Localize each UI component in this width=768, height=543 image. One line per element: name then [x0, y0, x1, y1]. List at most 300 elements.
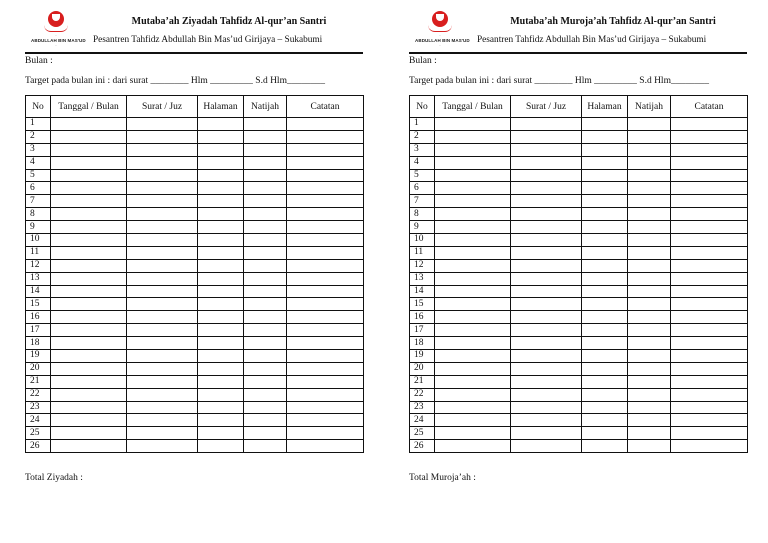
- catatan-cell[interactable]: [287, 440, 364, 453]
- surat-cell[interactable]: [511, 195, 582, 208]
- surat-cell[interactable]: [511, 156, 582, 169]
- natijah-cell[interactable]: [244, 388, 287, 401]
- halaman-cell[interactable]: [582, 182, 628, 195]
- tanggal-cell[interactable]: [51, 414, 127, 427]
- halaman-cell[interactable]: [198, 182, 244, 195]
- table-row: [26, 440, 364, 453]
- halaman-cell[interactable]: [582, 195, 628, 208]
- surat-cell[interactable]: [511, 324, 582, 337]
- tanggal-cell[interactable]: [51, 118, 127, 131]
- table-row: [26, 362, 364, 375]
- natijah-cell[interactable]: [244, 324, 287, 337]
- tanggal-cell[interactable]: [51, 401, 127, 414]
- tanggal-cell[interactable]: [435, 324, 511, 337]
- catatan-cell[interactable]: [671, 427, 748, 440]
- natijah-cell[interactable]: [628, 337, 671, 350]
- row-number: 16: [26, 311, 51, 324]
- column-header-surat: Surat / Juz: [127, 96, 198, 118]
- surat-cell[interactable]: [511, 285, 582, 298]
- halaman-cell[interactable]: [582, 427, 628, 440]
- surat-cell[interactable]: [511, 311, 582, 324]
- tanggal-cell[interactable]: [435, 388, 511, 401]
- tanggal-cell[interactable]: [51, 182, 127, 195]
- tanggal-cell[interactable]: [435, 182, 511, 195]
- natijah-cell[interactable]: [244, 298, 287, 311]
- form-title: Mutaba’ah Ziyadah Tahfidz Al-qur’an Santri: [131, 16, 327, 27]
- halaman-cell[interactable]: [198, 337, 244, 350]
- table-row: [26, 337, 364, 350]
- catatan-cell[interactable]: [287, 388, 364, 401]
- catatan-cell[interactable]: [287, 234, 364, 247]
- catatan-cell[interactable]: [287, 259, 364, 272]
- row-number: 20: [410, 362, 435, 375]
- catatan-cell[interactable]: [671, 246, 748, 259]
- table-row: [26, 234, 364, 247]
- tanggal-cell[interactable]: [51, 234, 127, 247]
- halaman-cell[interactable]: [582, 221, 628, 234]
- table-row: [26, 401, 364, 414]
- catatan-cell[interactable]: [671, 169, 748, 182]
- natijah-cell[interactable]: [244, 156, 287, 169]
- table-row: [410, 298, 748, 311]
- halaman-cell[interactable]: [582, 350, 628, 363]
- natijah-cell[interactable]: [628, 285, 671, 298]
- catatan-cell[interactable]: [671, 362, 748, 375]
- natijah-cell[interactable]: [244, 427, 287, 440]
- surat-cell[interactable]: [127, 401, 198, 414]
- halaman-cell[interactable]: [198, 234, 244, 247]
- tanggal-cell[interactable]: [51, 388, 127, 401]
- bulan-field-label: Bulan :: [25, 56, 53, 66]
- tanggal-cell[interactable]: [435, 362, 511, 375]
- natijah-cell[interactable]: [244, 311, 287, 324]
- tanggal-cell[interactable]: [435, 208, 511, 221]
- surat-cell[interactable]: [511, 350, 582, 363]
- row-number: 25: [410, 427, 435, 440]
- surat-cell[interactable]: [511, 298, 582, 311]
- row-number: 15: [26, 298, 51, 311]
- halaman-cell[interactable]: [582, 259, 628, 272]
- natijah-cell[interactable]: [628, 169, 671, 182]
- surat-cell[interactable]: [127, 208, 198, 221]
- halaman-cell[interactable]: [582, 324, 628, 337]
- catatan-cell[interactable]: [671, 375, 748, 388]
- natijah-cell[interactable]: [628, 221, 671, 234]
- tanggal-cell[interactable]: [435, 221, 511, 234]
- halaman-cell[interactable]: [198, 118, 244, 131]
- tanggal-cell[interactable]: [435, 246, 511, 259]
- table-row: [26, 118, 364, 131]
- surat-cell[interactable]: [127, 298, 198, 311]
- surat-cell[interactable]: [511, 208, 582, 221]
- natijah-cell[interactable]: [628, 362, 671, 375]
- halaman-cell[interactable]: [198, 195, 244, 208]
- row-number: 8: [26, 208, 51, 221]
- natijah-cell[interactable]: [628, 156, 671, 169]
- halaman-cell[interactable]: [582, 169, 628, 182]
- tanggal-cell[interactable]: [435, 440, 511, 453]
- tanggal-cell[interactable]: [51, 195, 127, 208]
- natijah-cell[interactable]: [628, 440, 671, 453]
- surat-cell[interactable]: [127, 130, 198, 143]
- catatan-cell[interactable]: [287, 182, 364, 195]
- halaman-cell[interactable]: [582, 375, 628, 388]
- catatan-cell[interactable]: [671, 298, 748, 311]
- table-row: [410, 169, 748, 182]
- tanggal-cell[interactable]: [51, 208, 127, 221]
- halaman-cell[interactable]: [198, 246, 244, 259]
- catatan-cell[interactable]: [287, 195, 364, 208]
- surat-cell[interactable]: [127, 143, 198, 156]
- catatan-cell[interactable]: [671, 143, 748, 156]
- natijah-cell[interactable]: [628, 143, 671, 156]
- tanggal-cell[interactable]: [51, 362, 127, 375]
- halaman-cell[interactable]: [582, 143, 628, 156]
- natijah-cell[interactable]: [628, 298, 671, 311]
- surat-cell[interactable]: [511, 143, 582, 156]
- surat-cell[interactable]: [127, 156, 198, 169]
- target-line: Target pada bulan ini : dari surat ________ Hlm _________ S.d Hlm________: [25, 76, 325, 86]
- surat-cell[interactable]: [511, 259, 582, 272]
- pesantren-logo: [31, 11, 86, 51]
- tanggal-cell[interactable]: [51, 298, 127, 311]
- tanggal-cell[interactable]: [51, 311, 127, 324]
- catatan-cell[interactable]: [671, 259, 748, 272]
- natijah-cell[interactable]: [628, 350, 671, 363]
- surat-cell[interactable]: [511, 118, 582, 131]
- surat-cell[interactable]: [511, 375, 582, 388]
- catatan-cell[interactable]: [671, 195, 748, 208]
- natijah-cell[interactable]: [244, 375, 287, 388]
- surat-cell[interactable]: [127, 182, 198, 195]
- natijah-cell[interactable]: [628, 234, 671, 247]
- tanggal-cell[interactable]: [435, 169, 511, 182]
- catatan-cell[interactable]: [287, 272, 364, 285]
- catatan-cell[interactable]: [671, 350, 748, 363]
- tanggal-cell[interactable]: [435, 130, 511, 143]
- surat-cell[interactable]: [511, 427, 582, 440]
- catatan-cell[interactable]: [287, 427, 364, 440]
- natijah-cell[interactable]: [628, 414, 671, 427]
- natijah-cell[interactable]: [628, 311, 671, 324]
- surat-cell[interactable]: [127, 362, 198, 375]
- catatan-cell[interactable]: [287, 143, 364, 156]
- halaman-cell[interactable]: [198, 143, 244, 156]
- tanggal-cell[interactable]: [435, 156, 511, 169]
- catatan-cell[interactable]: [287, 156, 364, 169]
- catatan-cell[interactable]: [671, 337, 748, 350]
- column-header-surat: Surat / Juz: [511, 96, 582, 118]
- natijah-cell[interactable]: [628, 388, 671, 401]
- tanggal-cell[interactable]: [51, 324, 127, 337]
- tanggal-cell[interactable]: [435, 401, 511, 414]
- natijah-cell[interactable]: [244, 246, 287, 259]
- header-divider: [25, 52, 363, 54]
- catatan-cell[interactable]: [671, 324, 748, 337]
- catatan-cell[interactable]: [287, 350, 364, 363]
- target-line: Target pada bulan ini : dari surat ________ Hlm _________ S.d Hlm________: [409, 76, 709, 86]
- catatan-cell[interactable]: [287, 298, 364, 311]
- surat-cell[interactable]: [127, 246, 198, 259]
- natijah-cell[interactable]: [244, 401, 287, 414]
- table-row: [410, 156, 748, 169]
- tanggal-cell[interactable]: [51, 221, 127, 234]
- halaman-cell[interactable]: [198, 208, 244, 221]
- catatan-cell[interactable]: [287, 169, 364, 182]
- natijah-cell[interactable]: [628, 130, 671, 143]
- tanggal-cell[interactable]: [51, 130, 127, 143]
- halaman-cell[interactable]: [582, 362, 628, 375]
- halaman-cell[interactable]: [582, 156, 628, 169]
- surat-cell[interactable]: [511, 246, 582, 259]
- halaman-cell[interactable]: [198, 298, 244, 311]
- surat-cell[interactable]: [127, 234, 198, 247]
- natijah-cell[interactable]: [628, 118, 671, 131]
- tanggal-cell[interactable]: [435, 234, 511, 247]
- catatan-cell[interactable]: [671, 182, 748, 195]
- halaman-cell[interactable]: [198, 285, 244, 298]
- tanggal-cell[interactable]: [435, 427, 511, 440]
- table-row: [26, 169, 364, 182]
- tanggal-cell[interactable]: [435, 350, 511, 363]
- halaman-cell[interactable]: [198, 388, 244, 401]
- tanggal-cell[interactable]: [51, 440, 127, 453]
- catatan-cell[interactable]: [671, 401, 748, 414]
- natijah-cell[interactable]: [244, 414, 287, 427]
- natijah-cell[interactable]: [628, 427, 671, 440]
- halaman-cell[interactable]: [582, 246, 628, 259]
- surat-cell[interactable]: [511, 440, 582, 453]
- catatan-cell[interactable]: [287, 375, 364, 388]
- catatan-cell[interactable]: [287, 311, 364, 324]
- halaman-cell[interactable]: [198, 311, 244, 324]
- catatan-cell[interactable]: [287, 118, 364, 131]
- catatan-cell[interactable]: [671, 118, 748, 131]
- column-header-no: No: [26, 96, 51, 118]
- logo-bottom-text: ...: [438, 44, 442, 47]
- tanggal-cell[interactable]: [435, 298, 511, 311]
- row-number: 17: [410, 324, 435, 337]
- table-row: [26, 272, 364, 285]
- surat-cell[interactable]: [511, 169, 582, 182]
- row-number: 6: [410, 182, 435, 195]
- surat-cell[interactable]: [511, 401, 582, 414]
- tanggal-cell[interactable]: [435, 285, 511, 298]
- tanggal-cell[interactable]: [435, 311, 511, 324]
- catatan-cell[interactable]: [671, 156, 748, 169]
- halaman-cell[interactable]: [582, 414, 628, 427]
- surat-cell[interactable]: [127, 440, 198, 453]
- halaman-cell[interactable]: [582, 272, 628, 285]
- surat-cell[interactable]: [511, 414, 582, 427]
- halaman-cell[interactable]: [198, 156, 244, 169]
- catatan-cell[interactable]: [287, 246, 364, 259]
- table-row: [410, 324, 748, 337]
- surat-cell[interactable]: [511, 337, 582, 350]
- tanggal-cell[interactable]: [435, 272, 511, 285]
- natijah-cell[interactable]: [628, 195, 671, 208]
- natijah-cell[interactable]: [628, 182, 671, 195]
- catatan-cell[interactable]: [287, 285, 364, 298]
- halaman-cell[interactable]: [582, 118, 628, 131]
- catatan-cell[interactable]: [671, 388, 748, 401]
- natijah-cell[interactable]: [628, 401, 671, 414]
- natijah-cell[interactable]: [244, 169, 287, 182]
- catatan-cell[interactable]: [671, 440, 748, 453]
- catatan-cell[interactable]: [671, 311, 748, 324]
- surat-cell[interactable]: [127, 337, 198, 350]
- catatan-cell[interactable]: [287, 208, 364, 221]
- catatan-cell[interactable]: [287, 414, 364, 427]
- catatan-cell[interactable]: [671, 130, 748, 143]
- natijah-cell[interactable]: [244, 182, 287, 195]
- surat-cell[interactable]: [127, 388, 198, 401]
- catatan-cell[interactable]: [287, 221, 364, 234]
- surat-cell[interactable]: [511, 388, 582, 401]
- tanggal-cell[interactable]: [51, 285, 127, 298]
- natijah-cell[interactable]: [244, 350, 287, 363]
- halaman-cell[interactable]: [198, 324, 244, 337]
- catatan-cell[interactable]: [671, 414, 748, 427]
- surat-cell[interactable]: [127, 375, 198, 388]
- natijah-cell[interactable]: [244, 285, 287, 298]
- natijah-cell[interactable]: [628, 259, 671, 272]
- catatan-cell[interactable]: [287, 337, 364, 350]
- tanggal-cell[interactable]: [51, 272, 127, 285]
- surat-cell[interactable]: [511, 130, 582, 143]
- tanggal-cell[interactable]: [435, 375, 511, 388]
- halaman-cell[interactable]: [582, 401, 628, 414]
- column-header-catatan: Catatan: [671, 96, 748, 118]
- catatan-cell[interactable]: [287, 324, 364, 337]
- ziyadah-form: [25, 0, 363, 483]
- table-row: [410, 427, 748, 440]
- surat-cell[interactable]: [127, 324, 198, 337]
- natijah-cell[interactable]: [244, 337, 287, 350]
- tanggal-cell[interactable]: [435, 337, 511, 350]
- halaman-cell[interactable]: [582, 130, 628, 143]
- halaman-cell[interactable]: [582, 388, 628, 401]
- tanggal-cell[interactable]: [51, 246, 127, 259]
- catatan-cell[interactable]: [671, 272, 748, 285]
- table-row: [26, 375, 364, 388]
- total-label: Total Ziyadah :: [25, 473, 83, 483]
- table-row: [410, 311, 748, 324]
- halaman-cell[interactable]: [198, 375, 244, 388]
- surat-cell[interactable]: [127, 221, 198, 234]
- natijah-cell[interactable]: [244, 195, 287, 208]
- halaman-cell[interactable]: [582, 337, 628, 350]
- surat-cell[interactable]: [511, 272, 582, 285]
- row-number: 23: [410, 401, 435, 414]
- halaman-cell[interactable]: [198, 350, 244, 363]
- tanggal-cell[interactable]: [435, 195, 511, 208]
- surat-cell[interactable]: [511, 182, 582, 195]
- surat-cell[interactable]: [127, 259, 198, 272]
- natijah-cell[interactable]: [244, 143, 287, 156]
- halaman-cell[interactable]: [582, 234, 628, 247]
- catatan-cell[interactable]: [287, 401, 364, 414]
- catatan-cell[interactable]: [287, 362, 364, 375]
- halaman-cell[interactable]: [582, 440, 628, 453]
- halaman-cell[interactable]: [198, 414, 244, 427]
- natijah-cell[interactable]: [244, 208, 287, 221]
- halaman-cell[interactable]: [198, 259, 244, 272]
- natijah-cell[interactable]: [244, 118, 287, 131]
- tanggal-cell[interactable]: [51, 337, 127, 350]
- catatan-cell[interactable]: [671, 208, 748, 221]
- natijah-cell[interactable]: [628, 272, 671, 285]
- catatan-cell[interactable]: [287, 130, 364, 143]
- natijah-cell[interactable]: [628, 324, 671, 337]
- column-header-no: No: [410, 96, 435, 118]
- tanggal-cell[interactable]: [435, 259, 511, 272]
- surat-cell[interactable]: [511, 362, 582, 375]
- halaman-cell[interactable]: [582, 298, 628, 311]
- row-number: 21: [410, 375, 435, 388]
- surat-cell[interactable]: [127, 285, 198, 298]
- tanggal-cell[interactable]: [51, 427, 127, 440]
- tanggal-cell[interactable]: [51, 259, 127, 272]
- tanggal-cell[interactable]: [51, 169, 127, 182]
- natijah-cell[interactable]: [244, 221, 287, 234]
- catatan-cell[interactable]: [671, 285, 748, 298]
- halaman-cell[interactable]: [198, 427, 244, 440]
- surat-cell[interactable]: [127, 118, 198, 131]
- tanggal-cell[interactable]: [51, 375, 127, 388]
- halaman-cell[interactable]: [198, 221, 244, 234]
- tanggal-cell[interactable]: [51, 143, 127, 156]
- surat-cell[interactable]: [127, 427, 198, 440]
- natijah-cell[interactable]: [628, 375, 671, 388]
- tanggal-cell[interactable]: [51, 156, 127, 169]
- row-number: 22: [410, 388, 435, 401]
- surat-cell[interactable]: [127, 311, 198, 324]
- natijah-cell[interactable]: [628, 208, 671, 221]
- natijah-cell[interactable]: [244, 259, 287, 272]
- halaman-cell[interactable]: [198, 272, 244, 285]
- surat-cell[interactable]: [127, 272, 198, 285]
- natijah-cell[interactable]: [244, 440, 287, 453]
- surat-cell[interactable]: [511, 221, 582, 234]
- natijah-cell[interactable]: [244, 130, 287, 143]
- natijah-cell[interactable]: [244, 272, 287, 285]
- tanggal-cell[interactable]: [51, 350, 127, 363]
- catatan-cell[interactable]: [671, 221, 748, 234]
- tanggal-cell[interactable]: [435, 414, 511, 427]
- natijah-cell[interactable]: [244, 234, 287, 247]
- halaman-cell[interactable]: [198, 362, 244, 375]
- halaman-cell[interactable]: [198, 401, 244, 414]
- tanggal-cell[interactable]: [435, 118, 511, 131]
- halaman-cell[interactable]: [198, 169, 244, 182]
- catatan-cell[interactable]: [671, 234, 748, 247]
- natijah-cell[interactable]: [244, 362, 287, 375]
- halaman-cell[interactable]: [582, 311, 628, 324]
- natijah-cell[interactable]: [628, 246, 671, 259]
- halaman-cell[interactable]: [198, 130, 244, 143]
- surat-cell[interactable]: [127, 414, 198, 427]
- halaman-cell[interactable]: [582, 285, 628, 298]
- surat-cell[interactable]: [127, 350, 198, 363]
- tanggal-cell[interactable]: [435, 143, 511, 156]
- halaman-cell[interactable]: [198, 440, 244, 453]
- surat-cell[interactable]: [127, 195, 198, 208]
- table-row: [410, 388, 748, 401]
- surat-cell[interactable]: [511, 234, 582, 247]
- halaman-cell[interactable]: [582, 208, 628, 221]
- surat-cell[interactable]: [127, 169, 198, 182]
